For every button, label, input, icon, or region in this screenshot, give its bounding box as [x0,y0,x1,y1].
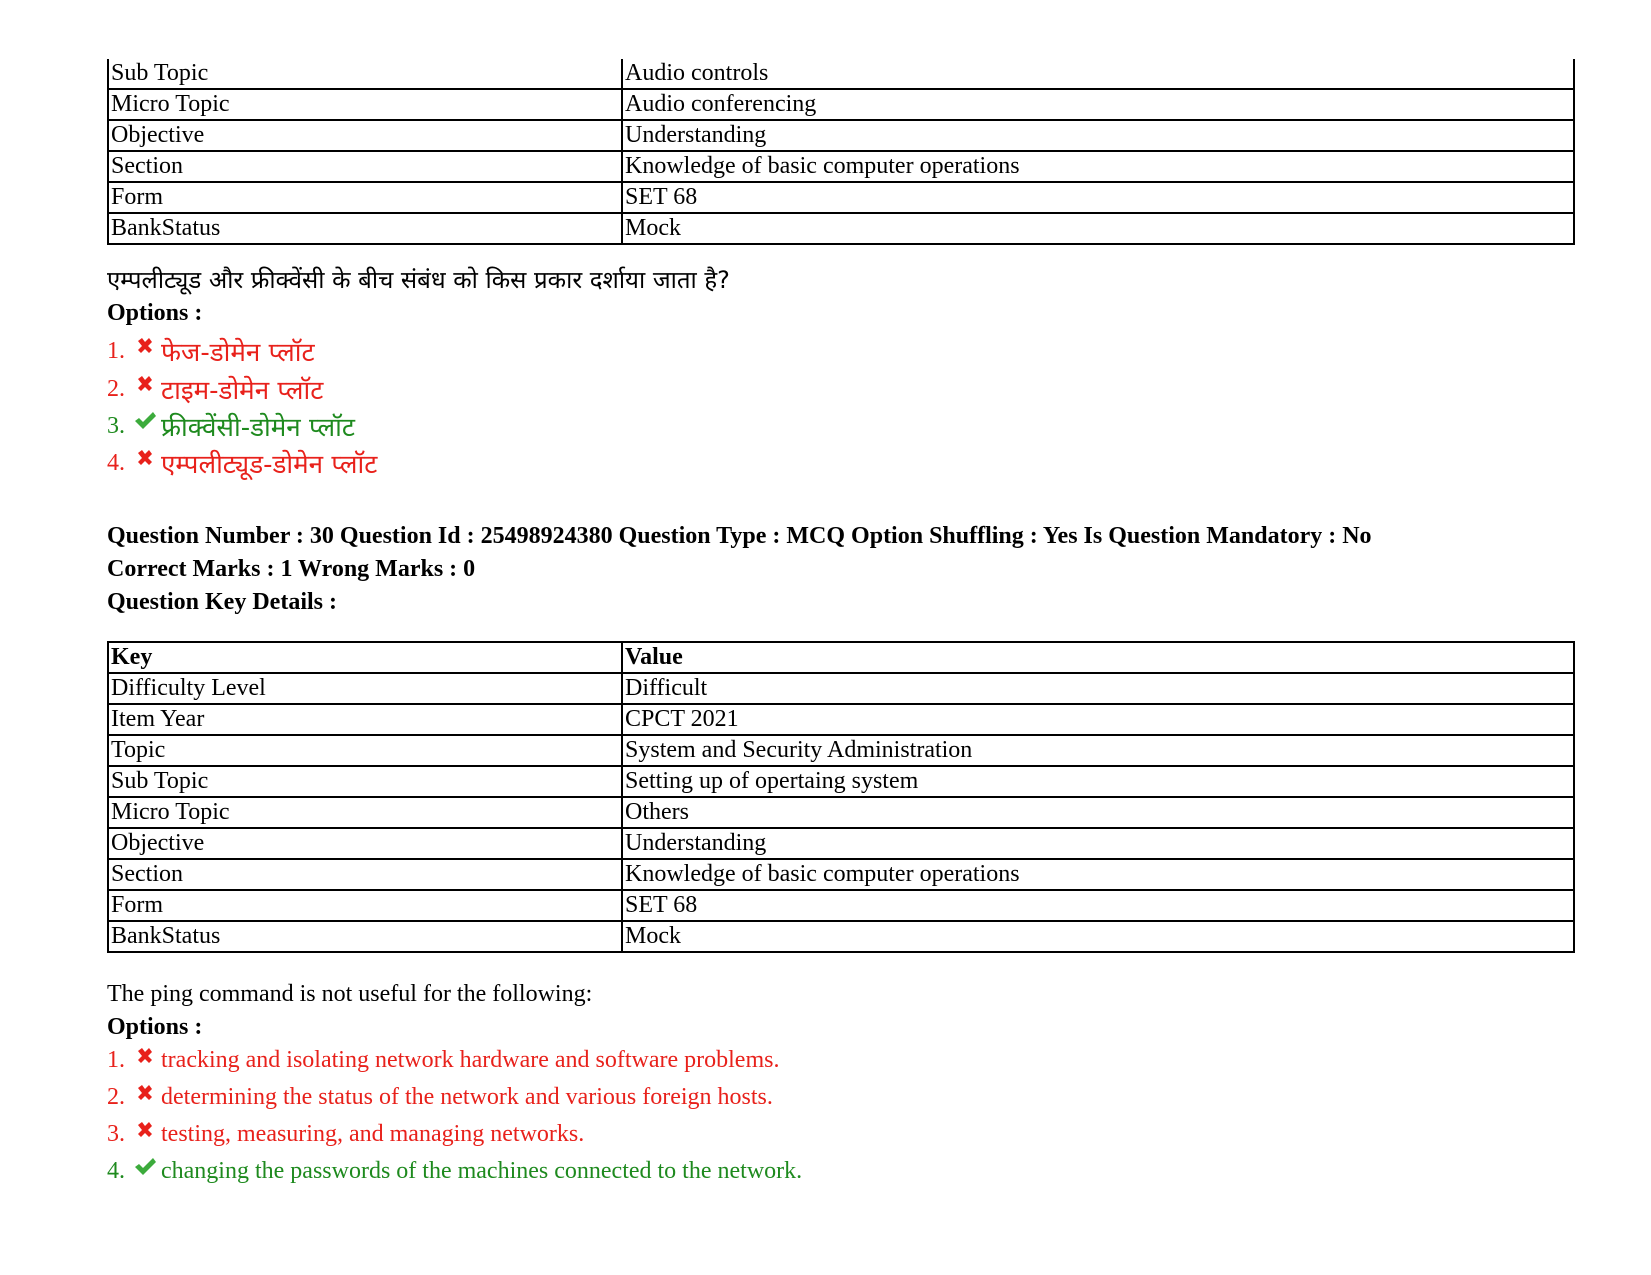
prev-key-details-table [107,59,1575,245]
table-header-row [108,642,1574,673]
header-key: Key [108,642,622,673]
key-cell: BankStatus [108,921,622,952]
value-cell: Mock [622,213,1574,244]
option-number: 4. [107,1158,125,1184]
option-1 [107,1047,779,1074]
option-number: 1. [107,1047,125,1073]
key-cell: Difficulty Level [108,673,622,704]
check-icon [133,1155,157,1179]
cross-icon [133,1044,157,1068]
table-row [108,859,1574,890]
option-text: testing, measuring, and managing networks. [161,1121,585,1147]
table-row [108,828,1574,859]
table-row [108,890,1574,921]
prev-option-3 [107,408,355,444]
table-row [108,151,1574,182]
key-cell: BankStatus [108,213,622,244]
value-cell: Difficult [622,673,1574,704]
value-cell: Knowledge of basic computer operations [622,859,1574,890]
prev-option-4 [107,445,377,481]
value-cell: Knowledge of basic computer operations [622,151,1574,182]
key-cell: Form [108,182,622,213]
value-cell: Understanding [622,828,1574,859]
table-row [108,673,1574,704]
value-cell: Understanding [622,120,1574,151]
option-number: 2. [107,375,125,402]
key-cell: Micro Topic [108,797,622,828]
cross-icon [133,1081,157,1105]
option-text: एम्पलीट्यूड-डोमेन प्लॉट [161,450,378,480]
key-cell: Objective [108,828,622,859]
table-row [108,921,1574,952]
key-cell: Sub Topic [108,59,622,89]
option-text: फेज-डोमेन प्लॉट [161,338,315,368]
table-row [108,766,1574,797]
table-row [108,59,1574,89]
table-row [108,213,1574,244]
prev-question-text: एम्पलीट्यूड और फ्रीक्वेंसी के बीच संबंध को किस प्रकार दर्शाया जाता है? [107,266,730,294]
key-cell: Micro Topic [108,89,622,120]
header-value: Value [622,642,1574,673]
cross-icon [133,372,157,396]
key-cell: Form [108,890,622,921]
option-text: फ्रीक्वेंसी-डोमेन प्लॉट [161,413,355,443]
table-row [108,120,1574,151]
key-details-table [107,641,1575,953]
question-marks-line: Correct Marks : 1 Wrong Marks : 0 [107,556,476,582]
key-cell: Item Year [108,704,622,735]
option-number: 2. [107,1084,125,1110]
value-cell: Setting up of opertaing system [622,766,1574,797]
table-row [108,182,1574,213]
option-number: 3. [107,1121,125,1147]
key-cell: Topic [108,735,622,766]
cross-icon [133,334,157,358]
key-cell: Section [108,151,622,182]
option-3 [107,1121,584,1148]
prev-option-2 [107,371,323,407]
key-cell: Objective [108,120,622,151]
value-cell: System and Security Administration [622,735,1574,766]
value-cell: Mock [622,921,1574,952]
question-meta-line: Question Number : 30 Question Id : 25498924380 Question Type : MCQ Option Shuffling : Yes Is Question Mandatory : No [107,523,1372,549]
question-text: The ping command is not useful for the following: [107,981,593,1007]
value-cell: CPCT 2021 [622,704,1574,735]
key-cell: Sub Topic [108,766,622,797]
option-number: 3. [107,412,125,439]
table-row [108,89,1574,120]
options-label: Options : [107,1014,203,1040]
cross-icon [133,1118,157,1142]
option-4 [107,1158,802,1185]
check-icon [133,409,157,433]
key-cell: Section [108,859,622,890]
cross-icon [133,446,157,470]
value-cell: Others [622,797,1574,828]
value-cell: Audio controls [622,59,1574,89]
value-cell: Audio conferencing [622,89,1574,120]
table-row [108,704,1574,735]
option-text: टाइम-डोमेन प्लॉट [161,376,324,406]
option-number: 4. [107,449,125,476]
table-row [108,735,1574,766]
option-text: tracking and isolating network hardware and software problems. [161,1047,780,1073]
option-text: changing the passwords of the machines connected to the network. [161,1158,803,1184]
option-text: determining the status of the network and various foreign hosts. [161,1084,773,1110]
value-cell: SET 68 [622,182,1574,213]
table-row [108,797,1574,828]
option-2 [107,1084,773,1111]
key-details-label: Question Key Details : [107,589,337,615]
value-cell: SET 68 [622,890,1574,921]
option-number: 1. [107,337,125,364]
prev-options-label: Options : [107,300,203,326]
prev-option-1 [107,333,315,369]
